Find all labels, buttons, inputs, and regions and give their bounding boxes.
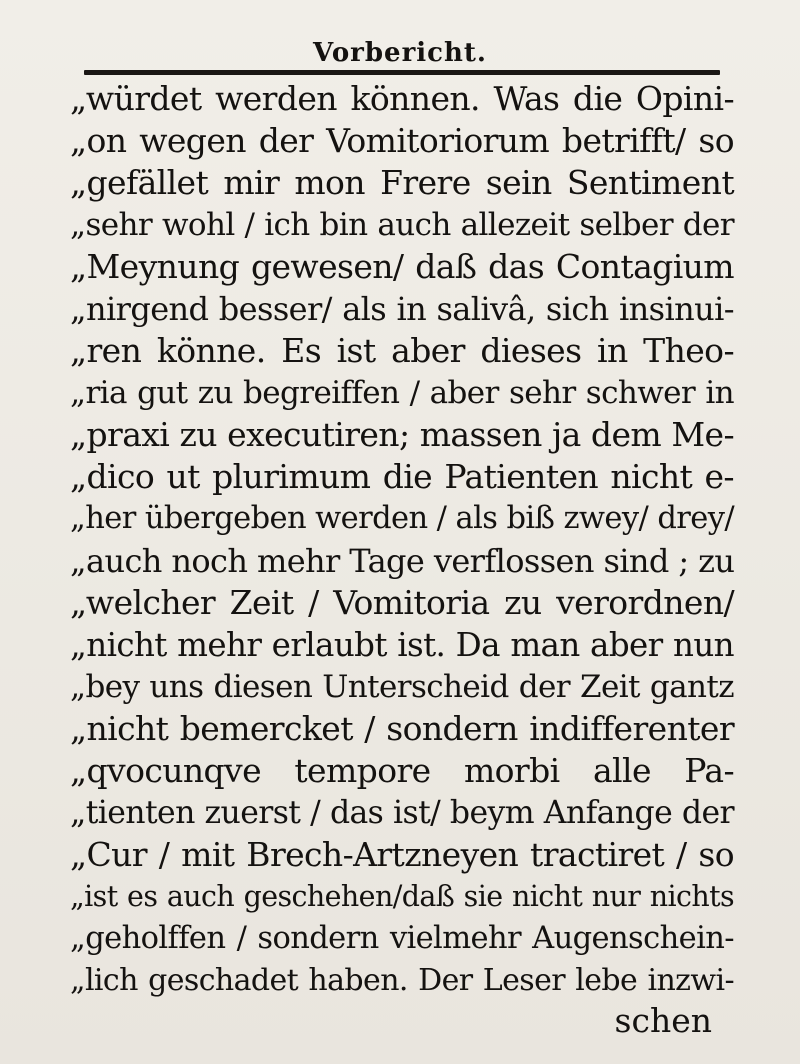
text-line: „Cur / mit Brech-Artzneyen tractiret / so <box>70 835 734 874</box>
text-line: „qvocunqve tempore morbi alle Pa- <box>70 751 734 790</box>
catchword: schen <box>614 1001 712 1040</box>
text-line: „lich geschadet haben. Der Leser lebe inzwi- <box>70 963 734 998</box>
running-head: Vorbericht. <box>313 38 487 68</box>
text-block <box>70 78 734 1002</box>
text-line: „dico ut plurimum die Patienten nicht e- <box>70 457 734 496</box>
text-line: „sehr wohl / ich bin auch allezeit selber der <box>70 207 734 243</box>
text-line: „geholffen / sondern vielmehr Augenschein- <box>70 921 734 956</box>
text-line: „her übergeben werden / als biß zwey/ drey/ <box>70 501 734 536</box>
text-line: „nirgend besser/ als in salivâ, sich insinui- <box>70 290 734 328</box>
text-line: „on wegen der Vomitoriorum betrifft/ so <box>70 121 734 160</box>
text-line: „gefället mir mon Frere sein Sentiment <box>70 163 734 202</box>
text-line: „Meynung gewesen/ daß das Contagium <box>70 247 734 286</box>
header-rule <box>84 70 720 75</box>
text-line: „ren könne. Es ist aber dieses in Theo- <box>70 331 734 370</box>
text-line: „ria gut zu begreiffen / aber sehr schwer in <box>70 375 734 411</box>
text-line: „tienten zuerst / das ist/ beym Anfange der <box>70 795 734 831</box>
text-line: „nicht bemercket / sondern indifferenter <box>70 709 734 748</box>
text-line: „ist es auch geschehen/daß sie nicht nur nichts <box>70 880 734 913</box>
text-line: „nicht mehr erlaubt ist. Da man aber nun <box>70 626 734 664</box>
text-line: „bey uns diesen Unterscheid der Zeit gantz <box>70 669 734 705</box>
text-line: „würdet werden können. Was die Opini- <box>70 79 734 118</box>
text-line: „auch noch mehr Tage verflossen sind ; zu <box>70 542 735 580</box>
text-line: „praxi zu executiren; massen ja dem Me- <box>70 415 734 454</box>
text-line: „welcher Zeit / Vomitoria zu verordnen/ <box>70 583 734 622</box>
